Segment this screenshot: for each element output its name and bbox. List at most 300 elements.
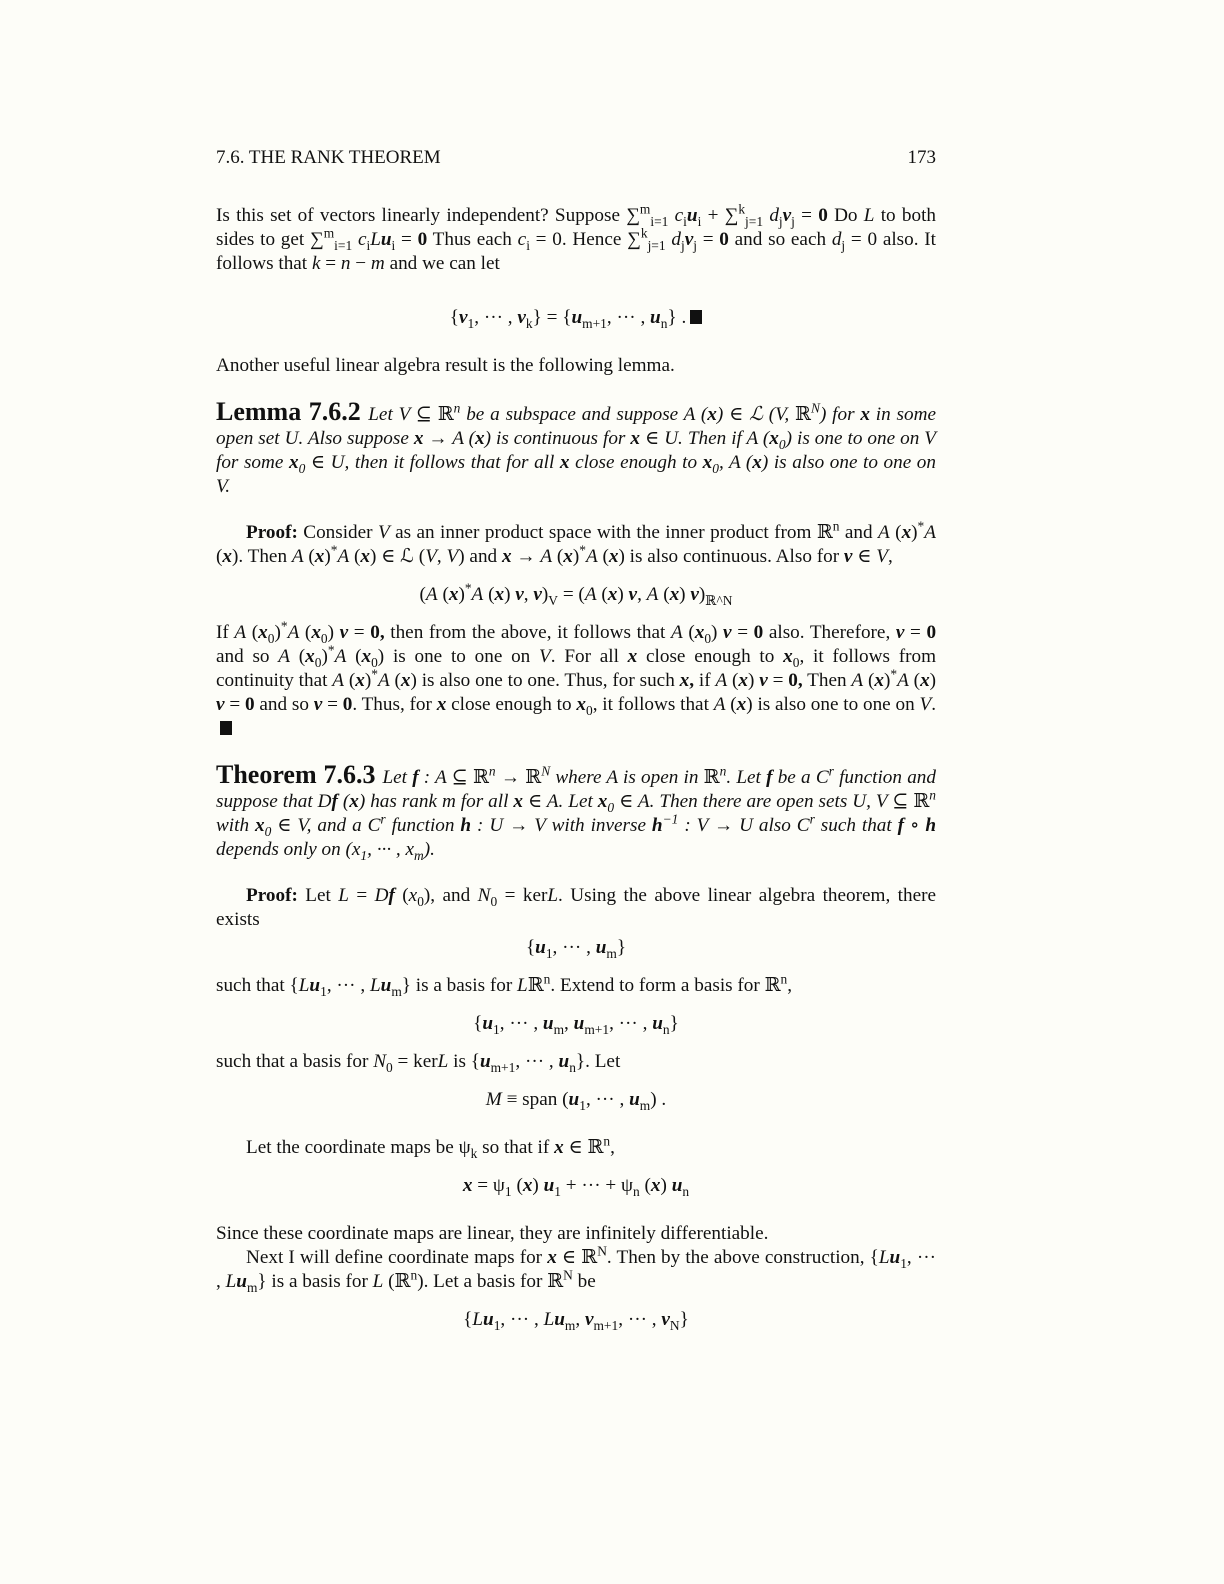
text-run: m [606, 945, 617, 961]
text-run: * [917, 518, 925, 534]
text-run: where A is open in [550, 767, 704, 788]
text-run: 0 [712, 460, 719, 476]
text-run: ) [327, 622, 340, 643]
text-run: ) and [458, 546, 502, 567]
proof-paragraph [216, 884, 936, 932]
text-run: = ker [497, 885, 548, 906]
text-run: x [436, 694, 447, 715]
text-run: N [597, 1243, 607, 1259]
text-run: such that a basis for [216, 1051, 374, 1072]
text-run: x [559, 452, 570, 473]
text-run: ( [299, 622, 312, 643]
text-run: ) [679, 584, 691, 605]
text-run: ) ∈ ℒ ( [369, 546, 426, 567]
text-run: i [683, 213, 687, 229]
text-run: L [543, 1309, 555, 1330]
text-run: and so [216, 646, 279, 667]
text-run: V [919, 694, 932, 715]
text-run: A [851, 670, 864, 691]
text-run: ( [597, 546, 609, 567]
text-run: x [627, 646, 638, 667]
text-run: ( [863, 670, 875, 691]
text-run: ) . [650, 1089, 667, 1110]
text-run: ( [889, 522, 902, 543]
text-run: 0 [926, 622, 937, 643]
text-run: m [414, 847, 424, 863]
text-run: } is a basis for [401, 975, 518, 996]
text-run: 1 [493, 1021, 500, 1037]
text-run: u [650, 307, 661, 328]
text-run: A [334, 646, 347, 667]
text-run: A [584, 584, 597, 605]
text-run: . Thus, for [352, 694, 437, 715]
text-run: x [222, 546, 232, 567]
text-run: ∈ A. Let [523, 791, 598, 812]
text-run: : U → V with inverse [471, 815, 652, 836]
text-run: n [682, 1183, 690, 1199]
text-run: * [330, 542, 338, 558]
text-run: x [563, 546, 573, 567]
text-run: A [471, 584, 484, 605]
text-run: v [216, 694, 225, 715]
display-equation [216, 1308, 936, 1332]
text-run: m+1 [490, 1059, 516, 1075]
text-run: v [628, 584, 638, 605]
text-run: . Then by the above construction, { [606, 1247, 879, 1268]
text-run: x [860, 404, 870, 425]
display-equation [216, 1012, 936, 1036]
env-label: Lemma 7.6.2 [216, 397, 369, 426]
text-run: 0 [417, 229, 428, 250]
text-run: − [350, 253, 371, 274]
text-run: function [385, 815, 461, 836]
display-equation [216, 306, 936, 330]
text-run: Consider [297, 522, 378, 543]
text-run: , ··· , [552, 937, 596, 958]
paragraph [216, 1222, 936, 1246]
text-run: 0 [818, 205, 828, 226]
text-run: Then [802, 670, 852, 691]
text-run: { [525, 937, 536, 958]
text-run: x [783, 646, 793, 667]
text-run: u [558, 1051, 570, 1072]
text-run: x [355, 670, 365, 691]
text-run: u [652, 1013, 663, 1034]
text-run: n [488, 763, 496, 779]
text-run: . Using the above linear algebra theorem, there exists [216, 885, 937, 930]
text-run: d [831, 229, 842, 250]
text-run: N [477, 885, 491, 906]
text-run: 1 [320, 983, 327, 999]
text-run: n [633, 1183, 640, 1199]
text-run: u [542, 1013, 554, 1034]
text-run: u [571, 307, 583, 328]
text-run: → [511, 546, 541, 567]
text-run: L [372, 1271, 384, 1292]
text-run: i=1 [334, 237, 353, 253]
text-run: x [769, 428, 779, 449]
text-run: u [236, 1271, 247, 1292]
proof-label: Proof: [246, 522, 298, 543]
text-run: = [224, 694, 245, 715]
text-run: 0 [490, 893, 498, 909]
text-run: be a C [772, 767, 829, 788]
text-run: ) has rank m for all [358, 791, 514, 812]
running-head [216, 146, 936, 170]
text-run: so that if [477, 1137, 555, 1158]
text-run: u [568, 1089, 580, 1110]
text-run: N [563, 1267, 573, 1283]
text-run: ∈ A. Then there are open sets U, V ⊆ [614, 791, 914, 812]
text-run: is { [448, 1051, 480, 1072]
text-run: −1 [662, 811, 679, 827]
text-run: ( [437, 584, 449, 605]
text-run: N [541, 763, 551, 779]
text-run: x [576, 694, 586, 715]
text-run: = 0 also. It follows that [216, 229, 937, 274]
text-run: , ··· , [609, 1013, 653, 1034]
text-run: close enough to [637, 646, 784, 667]
text-run: ∈ [852, 546, 877, 567]
text-run: ) [748, 670, 760, 691]
text-run: v [661, 1309, 670, 1330]
text-run: in some open set U. Also suppose [216, 404, 936, 449]
text-run: , [575, 1309, 585, 1330]
text-run: 1 [360, 847, 368, 863]
text-run: v [339, 622, 349, 643]
text-run: L [370, 229, 381, 250]
text-run: V [377, 522, 390, 543]
text-run: } = { [532, 307, 572, 328]
text-run: ( [349, 546, 361, 567]
text-run: * [371, 666, 378, 682]
text-run: A [646, 584, 659, 605]
text-run: ) [572, 546, 580, 567]
text-run: be [572, 1271, 596, 1292]
text-run: 0 [244, 694, 255, 715]
text-run: ). Then [231, 546, 292, 567]
text-run: v [515, 584, 524, 605]
text-run: } [669, 1013, 679, 1034]
spacer [216, 1126, 936, 1136]
text-run: v [723, 622, 732, 643]
text-run: Next I will define coordinate maps for [246, 1247, 548, 1268]
text-run: , ··· , [585, 1089, 630, 1110]
text-run: x [607, 584, 618, 605]
text-run: D [374, 885, 389, 906]
text-run: L [878, 1247, 890, 1268]
text-run: n [780, 971, 788, 987]
text-run: Thus each [427, 229, 518, 250]
text-run: ∈ ℝ [563, 1137, 604, 1158]
paragraph [216, 1243, 936, 1295]
text-run: , ··· , [326, 975, 370, 996]
paragraph [216, 1050, 936, 1074]
text-run: = 0. Hence [529, 229, 628, 250]
text-run: A [540, 546, 553, 567]
text-run: = [696, 229, 720, 250]
proof-paragraph [216, 518, 936, 569]
text-run: x [901, 522, 912, 543]
text-run: h [925, 815, 936, 836]
text-run: r [380, 811, 386, 827]
text-run: N [810, 400, 820, 416]
text-run: → [495, 767, 526, 788]
text-run: * [890, 666, 898, 682]
spacer [216, 862, 936, 884]
text-run: (ℝ [383, 1271, 411, 1292]
text-run: ∈ V, and a C [271, 815, 381, 836]
text-run: L [369, 975, 381, 996]
text-run: j [693, 237, 697, 253]
text-run: ∑ [627, 229, 641, 250]
text-run: d [665, 229, 681, 250]
paragraph [216, 971, 936, 999]
text-run: , it follows that [592, 694, 714, 715]
text-run: ( [727, 670, 739, 691]
text-run: v [533, 584, 542, 605]
text-run: A [713, 694, 726, 715]
text-run: 0 [371, 654, 378, 670]
text-run: ( [344, 670, 356, 691]
text-run: ) is also one to one on [746, 694, 920, 715]
text-run: ) [911, 522, 918, 543]
spacer [216, 611, 936, 621]
text-run: = [348, 622, 371, 643]
text-run: ≡ span ( [501, 1089, 569, 1110]
text-run: ( [908, 670, 921, 691]
text-run: u [595, 937, 607, 958]
text-run: with [216, 815, 255, 836]
text-run: x [408, 885, 418, 906]
text-run: x [679, 670, 690, 691]
text-run: A [332, 670, 344, 691]
text-run: n [660, 315, 668, 331]
text-run: ∑ [310, 229, 324, 250]
text-run: * [327, 642, 335, 658]
text-run: 1 [504, 1183, 512, 1199]
text-run: ∘ [904, 815, 926, 836]
text-run: i [366, 237, 371, 253]
text-run: * [464, 580, 472, 596]
text-run: m [553, 1021, 565, 1037]
text-run: 0 [386, 1059, 393, 1075]
text-run: ) [698, 584, 706, 605]
text-run: j [841, 237, 846, 253]
text-run: } is a basis for [257, 1271, 373, 1292]
text-run: x [920, 670, 930, 691]
text-run: u [479, 1051, 491, 1072]
text-run: A [425, 584, 438, 605]
text-run: h [460, 815, 472, 836]
text-run: 1 [579, 1097, 586, 1113]
text-run: then from the above, it follows that [384, 622, 671, 643]
text-run: u [380, 975, 392, 996]
text-run: u [889, 1247, 901, 1268]
text-run: ) [458, 584, 465, 605]
display-equation [216, 580, 936, 608]
text-run: L [517, 975, 528, 996]
paragraph [216, 618, 937, 741]
text-run: u [543, 1175, 555, 1196]
text-run: A [377, 670, 390, 691]
text-run: ) [883, 670, 891, 691]
text-run: v [895, 622, 905, 643]
text-run: = [322, 694, 343, 715]
text-run: = [731, 622, 754, 643]
proof-label: Proof: [246, 885, 298, 906]
text-run: ). [423, 839, 435, 860]
spacer [216, 344, 936, 354]
text-run: x [669, 584, 680, 605]
text-run: Let [297, 885, 339, 906]
text-run: ( [419, 584, 426, 605]
text-run: L [472, 1309, 484, 1330]
text-run: { [463, 1309, 473, 1330]
text-run: ( [303, 546, 315, 567]
text-run: x [305, 646, 315, 667]
text-run: f [412, 767, 419, 788]
text-run: such that [814, 815, 898, 836]
text-run: n [543, 971, 551, 987]
text-run: Let [382, 767, 413, 788]
text-run: 0 [585, 702, 593, 718]
text-run: ( [552, 546, 564, 567]
text-run: , ··· , [618, 1309, 662, 1330]
section-title: 7.6. THE RANK THEOREM [216, 147, 441, 168]
text-run: ) [532, 1175, 544, 1196]
text-run: 0 [778, 436, 786, 452]
text-run: r [809, 811, 815, 827]
paragraph [216, 354, 936, 378]
text-run: u [483, 1309, 494, 1330]
text-run: v [782, 205, 792, 226]
spacer [216, 569, 936, 579]
text-run: ) is one to one on [377, 646, 540, 667]
text-run: . Extend to form a basis for ℝ [550, 975, 781, 996]
text-run: n [569, 1059, 576, 1075]
text-run: ( [658, 584, 670, 605]
text-run: x [608, 546, 619, 567]
text-run: If [216, 622, 235, 643]
text-run: , [637, 584, 647, 605]
text-run: j [791, 213, 795, 229]
text-run: 0 [267, 630, 275, 646]
text-run: n [662, 1021, 670, 1037]
text-run: . For all [550, 646, 628, 667]
text-run: function and suppose that D [216, 767, 936, 812]
text-run: , [787, 975, 793, 996]
text-run: ℝ [472, 767, 489, 788]
text-run: j [778, 213, 783, 229]
text-run: ( [394, 885, 409, 906]
text-run: r [828, 763, 834, 779]
text-run: ( [511, 1175, 523, 1196]
text-run: k [640, 225, 648, 241]
text-run: A [670, 622, 683, 643]
text-run: ( [337, 791, 350, 812]
text-run: ( [639, 1175, 651, 1196]
text-run: u [554, 1309, 565, 1330]
text-run: = [395, 229, 418, 250]
text-run: = [320, 253, 341, 274]
text-run: x [874, 670, 884, 691]
text-run: A [337, 546, 350, 567]
text-run: as an inner product space with the inner product from ℝ [389, 522, 833, 543]
text-run: m [639, 1097, 651, 1113]
text-run: m+1 [584, 1021, 610, 1037]
text-run: : V → U also C [678, 815, 810, 836]
text-run: f [766, 767, 773, 788]
spacer [216, 1212, 936, 1222]
text-run: V [876, 546, 888, 567]
text-run: , ··· , x [367, 839, 415, 860]
text-run: ) for [819, 404, 861, 425]
text-run: and [839, 522, 879, 543]
text-run: 1 [467, 315, 475, 331]
text-run: n [410, 1267, 418, 1283]
page [216, 146, 936, 1346]
text-run: ) [504, 584, 516, 605]
text-run: 0, [788, 670, 803, 691]
text-run: }. Let [575, 1051, 621, 1072]
text-run: = [794, 205, 819, 226]
text-run: ) [364, 670, 372, 691]
text-run: x [462, 1175, 473, 1196]
text-run: c [517, 229, 527, 250]
text-run: x [448, 584, 459, 605]
text-run: ( [290, 646, 306, 667]
text-run: m [564, 1317, 576, 1333]
text-run: i=1 [650, 213, 669, 229]
text-run: x [413, 428, 424, 449]
text-run: 0 [704, 630, 712, 646]
text-run: f [897, 815, 905, 836]
text-run: m [639, 201, 651, 217]
text-run: Let the coordinate maps be ψ [246, 1137, 471, 1158]
text-run: v [313, 694, 323, 715]
spacer [216, 964, 936, 974]
qed-square-icon [220, 721, 232, 735]
text-run: = ψ [472, 1175, 505, 1196]
text-run: A [278, 646, 291, 667]
text-run: 0 [719, 229, 729, 250]
text-run: u [309, 975, 321, 996]
text-run: A [878, 522, 890, 543]
text-run: 0 [792, 654, 800, 670]
text-run: ) [617, 584, 629, 605]
text-run: m+1 [582, 315, 607, 331]
text-run: c [668, 205, 684, 226]
text-run: ( [346, 646, 362, 667]
text-run: Since these coordinate maps are linear, they are infinitely differentiable. [216, 1223, 769, 1244]
text-run: i [697, 213, 702, 229]
qed-square-icon [690, 310, 702, 324]
spacer [216, 276, 936, 292]
text-run: L [338, 885, 349, 906]
text-run: ) ∈ ℒ (V, [716, 404, 796, 425]
text-run: * [579, 542, 586, 558]
text-run: x [494, 584, 505, 605]
text-run: , A ( [718, 452, 753, 473]
text-run: ) [711, 622, 724, 643]
text-run: such that { [216, 975, 299, 996]
text-run: ℝ [913, 791, 930, 812]
text-run: { [449, 307, 459, 328]
text-run: ∑ [626, 205, 640, 226]
text-run: u [380, 229, 392, 250]
text-run: 1 [554, 1183, 561, 1199]
